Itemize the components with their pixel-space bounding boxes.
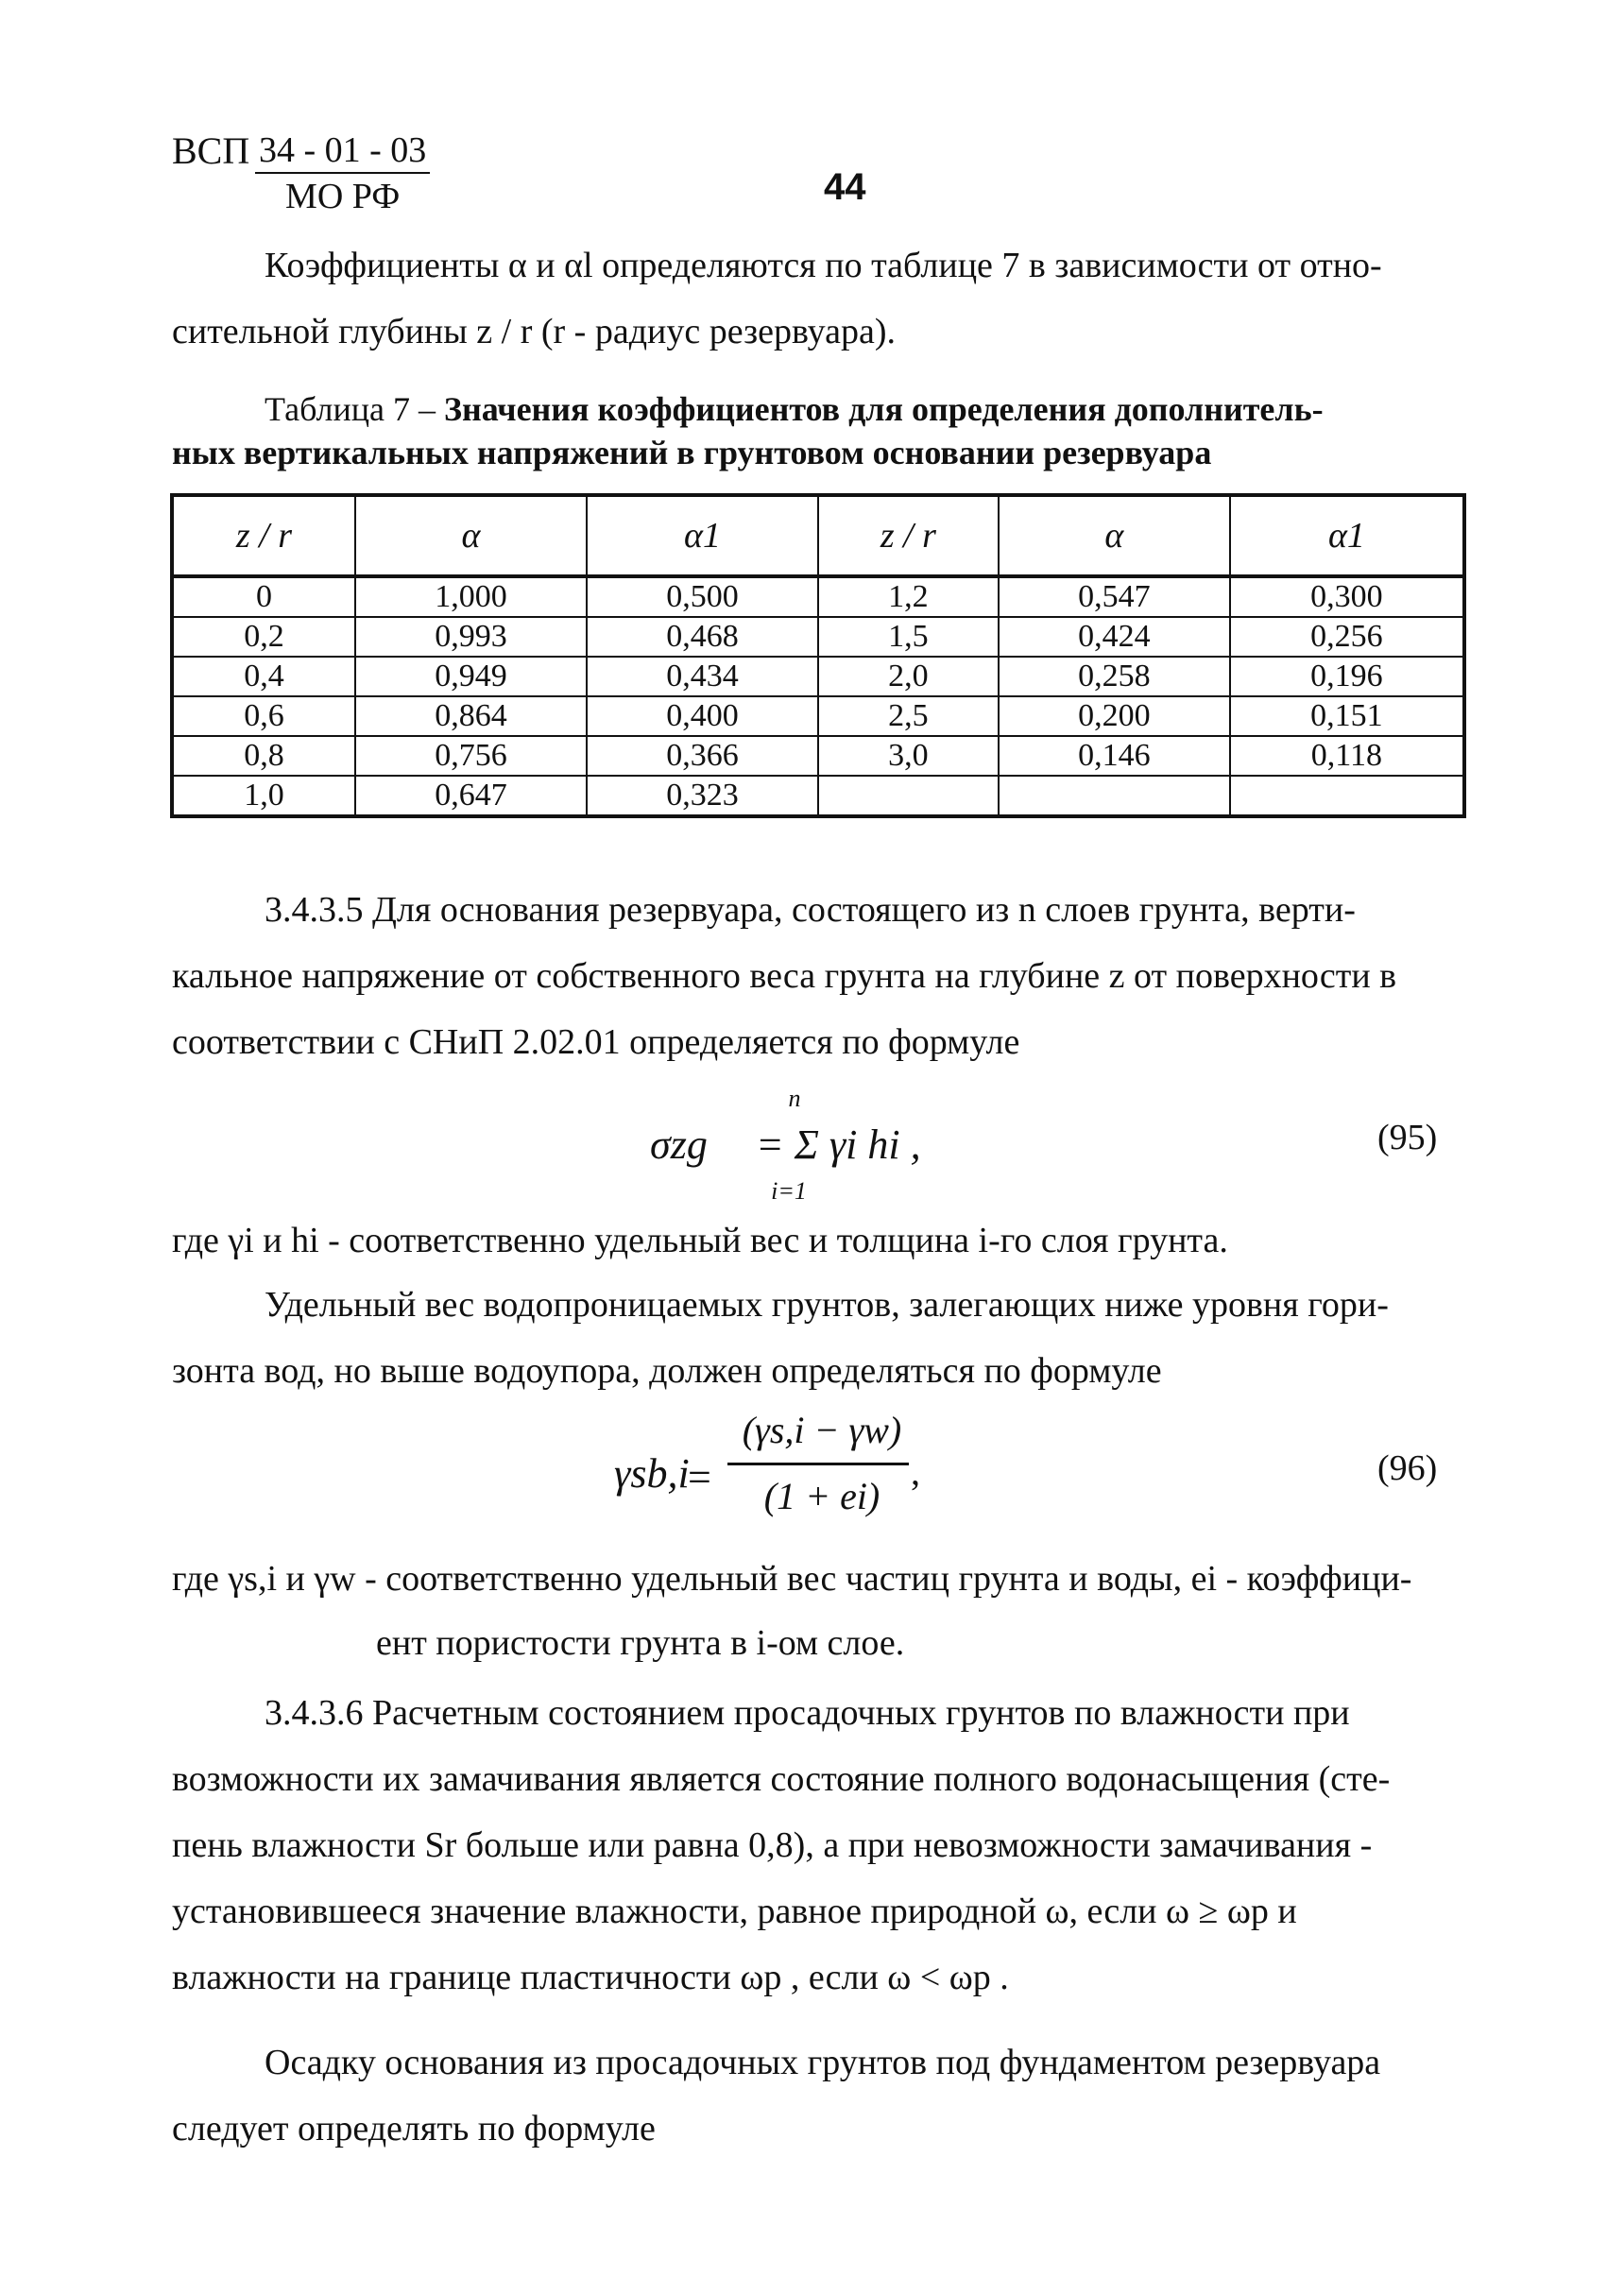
formula-96-comma: ,: [911, 1450, 920, 1493]
section-3435-line-3: соответствии с СНиП 2.02.01 определяется по формуле: [172, 1022, 1020, 1062]
table-caption: [172, 387, 1470, 474]
formula-95-rhs: = Σ γi hi ,: [756, 1121, 921, 1168]
table-cell: 1,2: [818, 576, 999, 617]
formula-95-explanation: где γi и hi - соответственно удельный вес и толщина i-го слоя грунта.: [172, 1221, 1228, 1260]
formula-95-sum-top: n: [788, 1085, 801, 1112]
table-cell: 0,4: [172, 657, 355, 696]
formula-95-lhs: σzg: [650, 1121, 708, 1168]
table-cell: 1,5: [818, 617, 999, 657]
table-cell: 2,5: [818, 696, 999, 736]
header-alpha: α: [355, 495, 587, 576]
table-cell: 3,0: [818, 736, 999, 776]
document-code-numerator: 34 - 01 - 03: [255, 128, 430, 174]
unit-weight-line-2: зонта вод, но выше водоупора, должен определяться по формуле: [172, 1351, 1162, 1391]
table-caption-prefix: Таблица 7 –: [265, 390, 444, 428]
formula-96-fraction-bar: [727, 1463, 909, 1465]
table-cell: 0,468: [587, 617, 818, 657]
table-row: [172, 696, 1464, 736]
table-cell: 0,2: [172, 617, 355, 657]
formula-96-lhs: γsb,i: [614, 1450, 690, 1497]
table-cell: 2,0: [818, 657, 999, 696]
section-3436-line-3: пень влажности Sr больше или равна 0,8), а при невозможности замачивания -: [172, 1825, 1373, 1865]
table-cell: 0,151: [1230, 696, 1464, 736]
formula-95-number: (95): [1377, 1118, 1438, 1157]
table-cell: 0,258: [999, 657, 1230, 696]
table-cell: 1,000: [355, 576, 587, 617]
header-alpha1-2: α1: [1230, 495, 1464, 576]
table-cell: 0,647: [355, 776, 587, 816]
formula-96-equals: =: [688, 1454, 711, 1500]
unit-weight-line-1: Удельный вес водопроницаемых грунтов, залегающих ниже уровня гори-: [265, 1285, 1389, 1325]
table-cell: 0,366: [587, 736, 818, 776]
table-cell: 0,200: [999, 696, 1230, 736]
section-3436-line-5: влажности на границе пластичности ωp , если ω < ωp .: [172, 1958, 1009, 1997]
table-caption-title-1: Значения коэффициентов для определения дополнитель-: [443, 390, 1324, 428]
table-cell: 0: [172, 576, 355, 617]
header-alpha1: α1: [587, 495, 818, 576]
table-header-row: [172, 495, 1464, 576]
table-cell: 0,323: [587, 776, 818, 816]
intro-line-1: Коэффициенты α и αl определяются по таблице 7 в зависимости от отно-: [265, 246, 1382, 285]
header-z-r-2: z / r: [818, 495, 999, 576]
table-cell: 0,6: [172, 696, 355, 736]
closing-line-1: Осадку основания из просадочных грунтов под фундаментом резервуара: [265, 2043, 1381, 2082]
formula-96-explanation-line-1: где γs,i и γw - соответственно удельный вес частиц грунта и воды, ei - коэффици-: [172, 1559, 1412, 1599]
document-code-denominator: МО РФ: [285, 177, 401, 216]
document-code-fraction: [255, 128, 430, 219]
table-cell: 0,146: [999, 736, 1230, 776]
table-row: [172, 617, 1464, 657]
table-cell: 0,196: [1230, 657, 1464, 696]
table-cell: 0,864: [355, 696, 587, 736]
section-3436-line-2: возможности их замачивания является состояние полного водонасыщения (сте-: [172, 1759, 1391, 1799]
table-caption-title-2: ных вертикальных напряжений в грунтовом основании резервуара: [172, 434, 1212, 471]
table-cell: 0,300: [1230, 576, 1464, 617]
table-cell: 1,0: [172, 776, 355, 816]
table-cell: 0,434: [587, 657, 818, 696]
table-cell: [999, 776, 1230, 816]
coefficients-table: [170, 493, 1466, 818]
section-3-4-3-5: [172, 877, 1470, 1075]
table-row: [172, 776, 1464, 816]
page-number: 44: [824, 166, 866, 208]
formula-96-explanation-line-2: ент пористости грунта в i-ом слое.: [376, 1623, 905, 1663]
table-cell: 0,8: [172, 736, 355, 776]
unit-weight-paragraph: [172, 1272, 1470, 1404]
document-code-prefix: ВСП: [172, 129, 250, 172]
table-cell: 0,500: [587, 576, 818, 617]
formula-95-sum-bottom: i=1: [771, 1177, 807, 1205]
table-row: [172, 657, 1464, 696]
formula-96-number: (96): [1377, 1448, 1438, 1488]
table-row: [172, 576, 1464, 617]
table-cell: 0,547: [999, 576, 1230, 617]
section-3-4-3-6: [172, 1680, 1470, 2011]
table-row: [172, 736, 1464, 776]
formula-96-denominator: (1 + ei): [763, 1475, 880, 1517]
header-alpha-2: α: [999, 495, 1230, 576]
table-cell: 0,756: [355, 736, 587, 776]
section-3436-line-1: 3.4.3.6 Расчетным состоянием просадочных грунтов по влажности при: [265, 1693, 1350, 1733]
table-cell: 0,949: [355, 657, 587, 696]
closing-paragraph: [172, 2029, 1470, 2162]
section-3436-line-4: установившееся значение влажности, равное природной ω, если ω ≥ ωp и: [172, 1892, 1297, 1931]
section-3435-line-1: 3.4.3.5 Для основания резервуара, состоящего из n слоев грунта, верти-: [265, 890, 1356, 930]
intro-paragraph: [172, 232, 1470, 365]
table-cell: 0,424: [999, 617, 1230, 657]
table-cell: 0,118: [1230, 736, 1464, 776]
table-cell: 0,400: [587, 696, 818, 736]
closing-line-2: следует определять по формуле: [172, 2109, 656, 2148]
table-cell: [1230, 776, 1464, 816]
header-z-r: z / r: [172, 495, 355, 576]
section-3435-line-2: кальное напряжение от собственного веса грунта на глубине z от поверхности в: [172, 956, 1397, 996]
formula-96-numerator: (γs,i − γw): [742, 1409, 902, 1451]
intro-line-2: сительной глубины z / r (r - радиус резервуара).: [172, 312, 896, 351]
table-cell: [818, 776, 999, 816]
table-cell: 0,993: [355, 617, 587, 657]
table-cell: 0,256: [1230, 617, 1464, 657]
